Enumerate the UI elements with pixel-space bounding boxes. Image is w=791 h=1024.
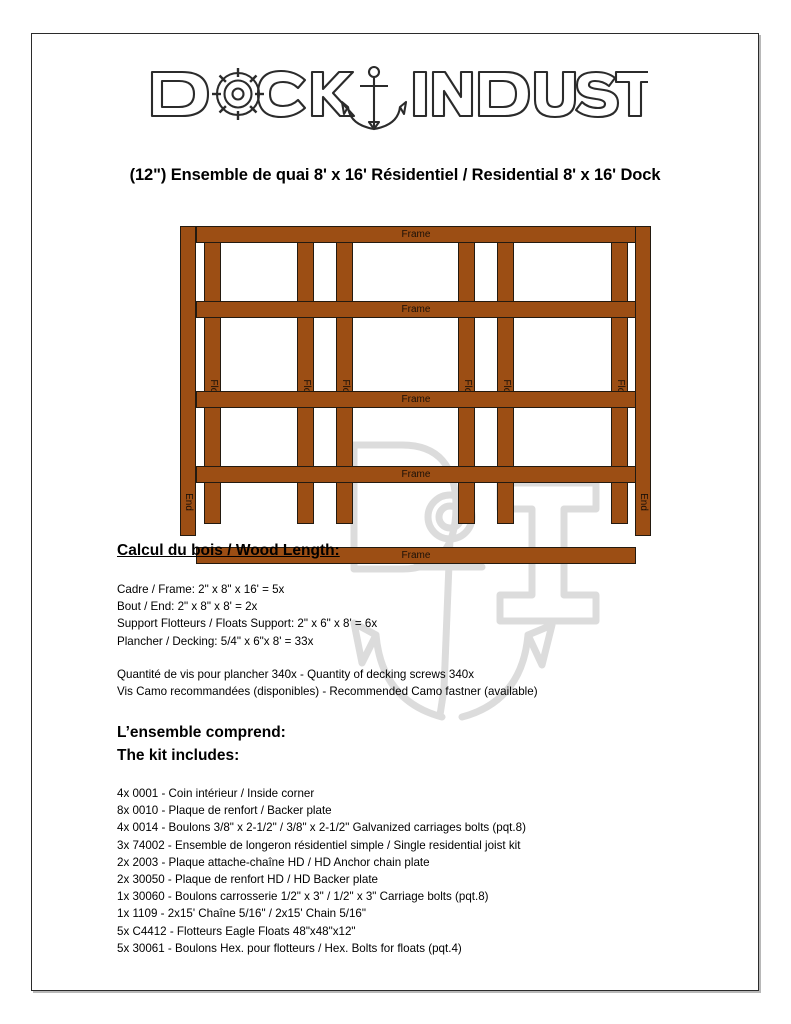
wood-length-line-2: Bout / End: 2" x 8" x 8' = 2x — [117, 600, 258, 614]
kit-item-7: 1x 30060 - Boulons carrosserie 1/2" x 3" / 1/2" x 3" Carriage bolts (pqt.8) — [117, 890, 489, 904]
kit-heading-fr: L’ensemble comprend: — [117, 724, 286, 741]
screws-note-line-2: Vis Camo recommandées (disponibles) - Recommended Camo fastner (available) — [117, 685, 538, 699]
kit-items-list — [117, 785, 526, 957]
frame-rail-2 — [196, 301, 636, 318]
frame-rail-3-label: Frame — [401, 393, 431, 405]
kit-heading-en: The kit includes: — [117, 747, 240, 764]
kit-item-9: 5x C4412 - Flotteurs Eagle Floats 48"x48"x12" — [117, 924, 356, 938]
screws-note-line-1: Quantité de vis pour plancher 340x - Quantity of decking screws 340x — [117, 668, 475, 681]
frame-rail-3 — [196, 391, 636, 408]
frame-rail-1-label: Frame — [401, 228, 431, 240]
wood-length-line-1: Cadre / Frame: 2" x 8" x 16' = 5x — [117, 583, 285, 596]
end-post-right-label: End — [638, 493, 649, 511]
kit-item-10: 5x 30061 - Boulons Hex. pour flotteurs / Hex. Bolts for floats (pqt.4) — [117, 941, 462, 955]
frame-rail-5-label: Frame — [401, 549, 431, 561]
end-post-left — [180, 226, 196, 536]
screws-note-list — [117, 666, 538, 700]
dock-industries-logo-svg — [142, 58, 648, 140]
wood-length-line-4: Plancher / Decking: 5/4" x 6"x 8' = 33x — [117, 634, 314, 648]
kit-item-2: 8x 0010 - Plaque de renfort / Backer plate — [117, 804, 332, 818]
end-post-right — [635, 226, 651, 536]
kit-item-8: 1x 1109 - 2x15' Chaîne 5/16" / 2x15' Chain 5/16" — [117, 907, 366, 921]
frame-rail-4-label: Frame — [401, 468, 431, 480]
wood-length-line-3: Support Flotteurs / Floats Support: 2" x 6" x 8' = 6x — [117, 617, 378, 631]
frame-rail-1 — [196, 226, 636, 243]
wood-length-heading: Calcul du bois / Wood Length: — [117, 542, 340, 559]
wood-length-list — [117, 581, 377, 650]
company-logo — [32, 58, 758, 144]
frame-rail-2-label: Frame — [401, 303, 431, 315]
kit-item-1: 4x 0001 - Coin intérieur / Inside corner — [117, 787, 315, 800]
frame-rail-4 — [196, 466, 636, 483]
page-title: (12") Ensemble de quai 8' x 16' Résidentiel / Residential 8' x 16' Dock — [129, 166, 661, 184]
document-page — [31, 33, 759, 991]
kit-item-4: 3x 74002 - Ensemble de longeron résidentiel simple / Single residential joist kit — [117, 838, 521, 852]
end-post-left-label: End — [183, 493, 194, 511]
kit-item-6: 2x 30050 - Plaque de renfort HD / HD Backer plate — [117, 873, 378, 887]
kit-item-3: 4x 0014 - Boulons 3/8" x 2-1/2" / 3/8" x 2-1/2" Galvanized carriages bolts (pqt.8) — [117, 821, 526, 835]
kit-item-5: 2x 2003 - Plaque attache-chaîne HD / HD Anchor chain plate — [117, 855, 430, 869]
